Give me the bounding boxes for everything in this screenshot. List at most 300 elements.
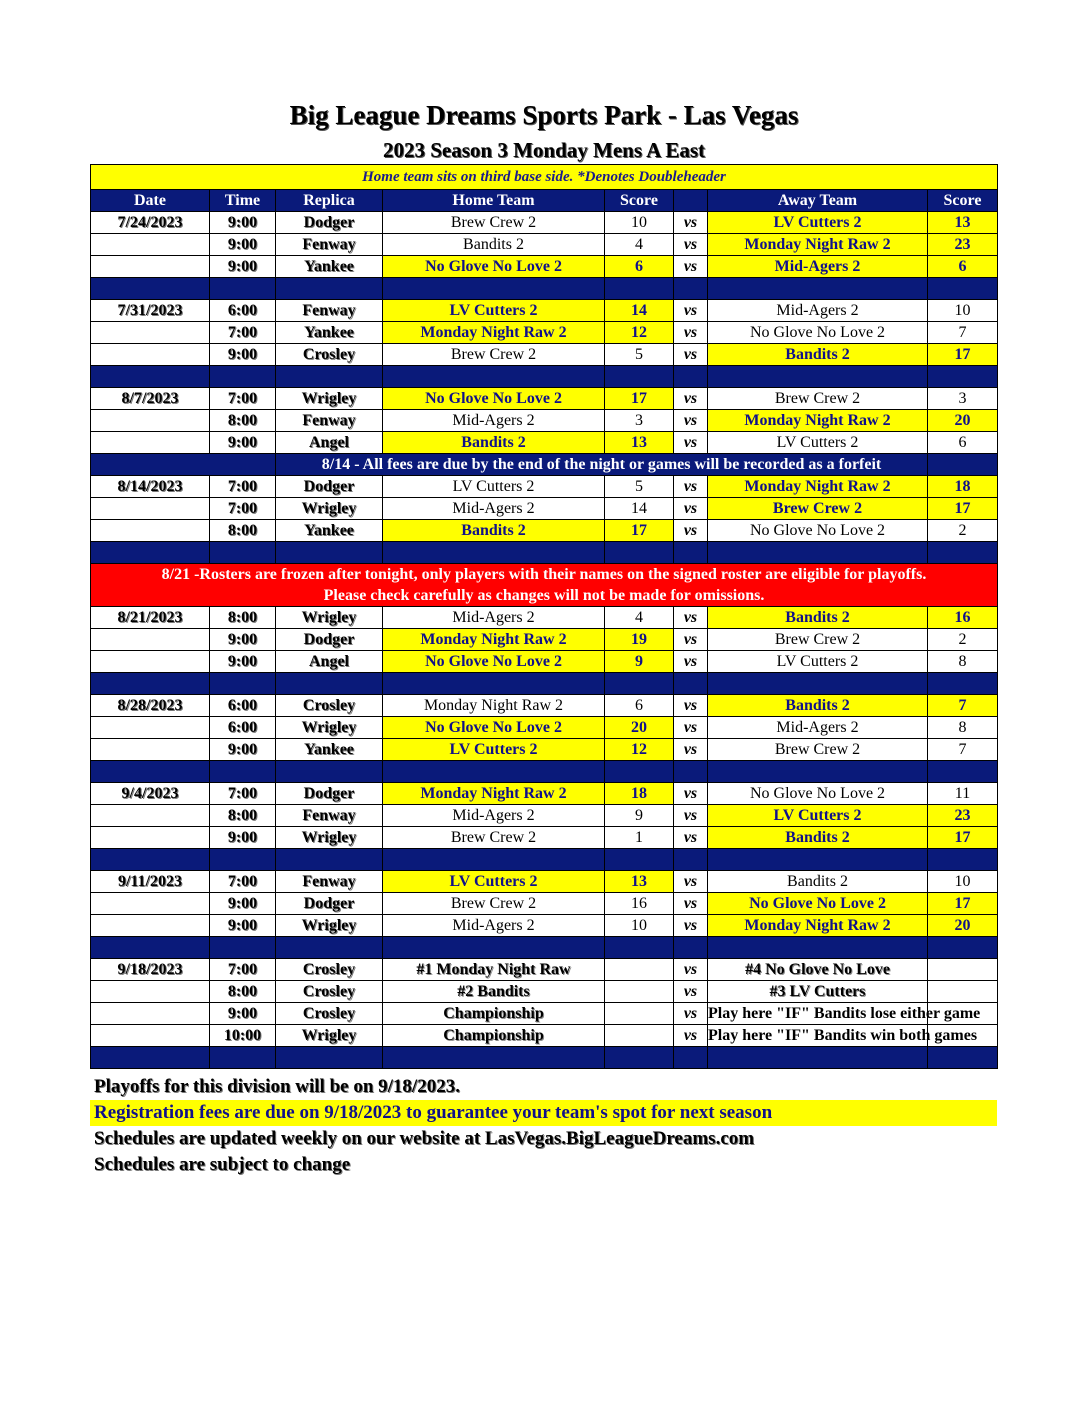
separator-cell [91,366,210,388]
field-replica: Wrigley [276,498,383,520]
vs-label: vs [674,739,708,761]
game-date [91,651,210,673]
home-score: 6 [605,695,674,717]
col-date: Date [91,190,210,212]
home-team: No Glove No Love 2 [383,388,605,410]
separator-row [91,673,998,695]
field-replica: Wrigley [276,717,383,739]
game-time: 7:00 [210,322,276,344]
away-team: LV Cutters 2 [708,212,928,234]
separator-cell [928,849,998,871]
game-date [91,234,210,256]
away-score: 7 [928,322,998,344]
game-date [91,629,210,651]
home-team: No Glove No Love 2 [383,256,605,278]
home-team: Brew Crew 2 [383,344,605,366]
away-team: Brew Crew 2 [708,629,928,651]
game-date [91,805,210,827]
game-row [91,629,998,651]
footer-playoffs: Playoffs for this division will be on 9/18/2023. [94,1076,460,1097]
separator-cell [383,1047,605,1069]
game-row [91,322,998,344]
game-time: 8:00 [210,607,276,629]
home-score: 12 [605,739,674,761]
away-team: No Glove No Love 2 [708,520,928,542]
away-team: Brew Crew 2 [708,498,928,520]
field-replica: Fenway [276,871,383,893]
home-score: 4 [605,607,674,629]
field-replica: Dodger [276,629,383,651]
separator-cell [383,366,605,388]
separator-cell [928,366,998,388]
away-team: Monday Night Raw 2 [708,410,928,432]
away-score: 11 [928,783,998,805]
home-team: No Glove No Love 2 [383,651,605,673]
game-row [91,432,998,454]
separator-row [91,849,998,871]
game-time: 7:00 [210,959,276,981]
separator-cell [928,542,998,564]
separator-cell [708,278,928,300]
separator-cell [674,366,708,388]
away-team: Monday Night Raw 2 [708,915,928,937]
vs-label: vs [674,322,708,344]
game-row [91,893,998,915]
field-replica: Fenway [276,410,383,432]
separator-cell [605,278,674,300]
vs-label: vs [674,300,708,322]
game-time: 7:00 [210,476,276,498]
vs-label: vs [674,1025,708,1047]
game-time: 9:00 [210,234,276,256]
away-score: 16 [928,607,998,629]
separator-cell [210,1047,276,1069]
home-team: Mid-Agers 2 [383,607,605,629]
separator-cell [674,673,708,695]
separator-cell [276,278,383,300]
home-score: 14 [605,300,674,322]
separator-cell [91,542,210,564]
separator-row [91,542,998,564]
home-score: 17 [605,520,674,542]
home-score: 10 [605,915,674,937]
separator-cell [91,1047,210,1069]
home-score: 5 [605,344,674,366]
game-date: 9/4/2023 [91,783,210,805]
away-team: Play here "IF" Bandits lose either game [708,1003,928,1025]
away-team: No Glove No Love 2 [708,322,928,344]
separator-cell [91,761,210,783]
field-replica: Crosley [276,695,383,717]
away-team: Mid-Agers 2 [708,717,928,739]
field-replica: Wrigley [276,827,383,849]
separator-cell [674,1047,708,1069]
game-time: 9:00 [210,344,276,366]
separator-cell [708,542,928,564]
home-team: LV Cutters 2 [383,300,605,322]
page-title: Big League Dreams Sports Park - Las Vegas [289,100,799,130]
away-score: 3 [928,388,998,410]
vs-label: vs [674,893,708,915]
field-replica: Fenway [276,805,383,827]
separator-cell [276,761,383,783]
away-score [928,959,998,981]
game-date [91,520,210,542]
field-replica: Dodger [276,212,383,234]
home-score: 19 [605,629,674,651]
game-row [91,212,998,234]
away-score: 7 [928,739,998,761]
vs-label: vs [674,805,708,827]
schedule-body [91,212,998,1069]
separator-cell [91,673,210,695]
game-time: 7:00 [210,871,276,893]
away-score: 17 [928,498,998,520]
vs-label: vs [674,432,708,454]
vs-label: vs [674,344,708,366]
home-score: 12 [605,322,674,344]
footer-website: Schedules are updated weekly on our website at LasVegas.BigLeagueDreams.com [94,1128,755,1149]
vs-label: vs [674,827,708,849]
vs-label: vs [674,607,708,629]
game-time: 8:00 [210,805,276,827]
separator-cell [708,1047,928,1069]
announcement-row [91,454,998,476]
game-row [91,827,998,849]
away-score: 13 [928,212,998,234]
home-team: Brew Crew 2 [383,893,605,915]
field-replica: Yankee [276,739,383,761]
home-score: 18 [605,783,674,805]
vs-label: vs [674,871,708,893]
home-team: Bandits 2 [383,520,605,542]
playoff-row [91,1003,998,1025]
separator-cell [276,1047,383,1069]
game-row [91,717,998,739]
game-row [91,607,998,629]
game-row [91,300,998,322]
game-date: 8/21/2023 [91,607,210,629]
home-score [605,959,674,981]
away-team: Bandits 2 [708,344,928,366]
vs-label: vs [674,410,708,432]
field-replica: Angel [276,432,383,454]
home-score: 13 [605,432,674,454]
away-score: 20 [928,915,998,937]
separator-cell [91,849,210,871]
game-row [91,520,998,542]
away-team: Bandits 2 [708,827,928,849]
home-team: Mid-Agers 2 [383,498,605,520]
away-score: 23 [928,234,998,256]
footer-disclaimer: Schedules are subject to change [94,1154,351,1175]
separator-cell [210,761,276,783]
separator-cell [708,937,928,959]
game-time: 6:00 [210,300,276,322]
away-team: Monday Night Raw 2 [708,234,928,256]
roster-notice [91,564,998,607]
game-row [91,256,998,278]
fees-announcement: 8/14 - All fees are due by the end of the night or games will be recorded as a forfeit [276,454,928,476]
roster-notice-row [91,564,998,607]
separator-cell [605,542,674,564]
game-time: 7:00 [210,388,276,410]
separator-cell [928,278,998,300]
vs-label: vs [674,476,708,498]
away-score: 17 [928,893,998,915]
vs-label: vs [674,651,708,673]
game-date [91,893,210,915]
col-home-score: Score [605,190,674,212]
home-score: 1 [605,827,674,849]
separator-cell [928,937,998,959]
home-score: 9 [605,805,674,827]
vs-label: vs [674,981,708,1003]
game-time: 9:00 [210,827,276,849]
col-away-team: Away Team [708,190,928,212]
home-score: 6 [605,256,674,278]
game-time: 8:00 [210,520,276,542]
away-team: LV Cutters 2 [708,805,928,827]
vs-label: vs [674,388,708,410]
separator-cell [91,278,210,300]
separator-cell [605,937,674,959]
home-team: Brew Crew 2 [383,212,605,234]
col-replica: Replica [276,190,383,212]
playoff-row [91,959,998,981]
game-row [91,871,998,893]
roster-notice-line2: Please check carefully as changes will not be made for omissions. [323,587,765,604]
away-score: 6 [928,432,998,454]
vs-label: vs [674,256,708,278]
game-row [91,915,998,937]
away-team: Mid-Agers 2 [708,256,928,278]
game-row [91,805,998,827]
home-team: Mid-Agers 2 [383,805,605,827]
away-team: Bandits 2 [708,607,928,629]
separator-cell [383,278,605,300]
separator-cell [674,937,708,959]
note-row [91,165,998,190]
field-replica: Yankee [276,256,383,278]
home-team: Monday Night Raw 2 [383,783,605,805]
vs-label: vs [674,959,708,981]
separator-row [91,761,998,783]
home-team: LV Cutters 2 [383,476,605,498]
game-row [91,651,998,673]
game-row [91,344,998,366]
game-row [91,783,998,805]
vs-label: vs [674,498,708,520]
game-date [91,717,210,739]
game-row [91,695,998,717]
game-time: 8:00 [210,410,276,432]
game-date [91,322,210,344]
separator-cell [674,761,708,783]
separator-cell [210,278,276,300]
game-date [91,344,210,366]
away-team: LV Cutters 2 [708,432,928,454]
field-replica: Wrigley [276,1025,383,1047]
field-replica: Dodger [276,476,383,498]
vs-label: vs [674,212,708,234]
home-score: 5 [605,476,674,498]
footer-registration: Registration fees are due on 9/18/2023 to guarantee your team's spot for next season [90,1100,997,1126]
home-score: 17 [605,388,674,410]
away-score [928,981,998,1003]
game-date [91,410,210,432]
home-team: Monday Night Raw 2 [383,322,605,344]
separator-cell [210,937,276,959]
game-row [91,476,998,498]
home-score: 13 [605,871,674,893]
separator-cell [383,673,605,695]
game-date: 8/28/2023 [91,695,210,717]
roster-notice-line1: 8/21 -Rosters are frozen after tonight, only players with their names on the signed roster are eligible for playoffs. [161,566,927,583]
game-date [91,981,210,1003]
vs-label: vs [674,783,708,805]
playoff-row [91,981,998,1003]
separator-cell [605,1047,674,1069]
vs-label: vs [674,1003,708,1025]
away-team: #4 No Glove No Love [708,959,928,981]
away-score: 10 [928,871,998,893]
game-time: 9:00 [210,629,276,651]
field-replica: Dodger [276,783,383,805]
separator-cell [605,673,674,695]
separator-cell [708,673,928,695]
home-team: Bandits 2 [383,234,605,256]
field-replica: Crosley [276,1003,383,1025]
vs-label: vs [674,717,708,739]
col-away-score: Score [928,190,998,212]
vs-label: vs [674,695,708,717]
separator-cell [276,673,383,695]
game-date [91,1003,210,1025]
field-replica: Fenway [276,234,383,256]
game-time: 9:00 [210,212,276,234]
vs-label: vs [674,234,708,256]
separator-cell [674,849,708,871]
separator-cell [276,937,383,959]
away-score: 23 [928,805,998,827]
home-team-note: Home team sits on third base side. *Denotes Doubleheader [91,165,998,190]
away-team: Monday Night Raw 2 [708,476,928,498]
home-score: 20 [605,717,674,739]
game-date [91,1025,210,1047]
separator-cell [605,366,674,388]
home-score: 14 [605,498,674,520]
field-replica: Dodger [276,893,383,915]
home-score [605,1025,674,1047]
away-team: #3 LV Cutters [708,981,928,1003]
field-replica: Wrigley [276,388,383,410]
playoff-row [91,1025,998,1047]
game-time: 10:00 [210,1025,276,1047]
away-score: 20 [928,410,998,432]
separator-cell [605,761,674,783]
col-home-team: Home Team [383,190,605,212]
separator-cell [210,849,276,871]
separator-cell [708,849,928,871]
separator-cell [928,673,998,695]
home-team: Mid-Agers 2 [383,915,605,937]
game-date: 8/7/2023 [91,388,210,410]
game-row [91,388,998,410]
field-replica: Crosley [276,959,383,981]
separator-cell [210,366,276,388]
game-date [91,739,210,761]
home-score: 9 [605,651,674,673]
game-time: 9:00 [210,651,276,673]
game-row [91,410,998,432]
separator-cell [708,366,928,388]
home-score [605,1003,674,1025]
separator-cell [276,849,383,871]
separator-cell [383,937,605,959]
game-date: 7/24/2023 [91,212,210,234]
game-time: 9:00 [210,1003,276,1025]
separator-cell [383,849,605,871]
home-score [605,981,674,1003]
field-replica: Fenway [276,300,383,322]
home-team: Bandits 2 [383,432,605,454]
separator-cell [91,937,210,959]
game-date [91,432,210,454]
home-score: 16 [605,893,674,915]
away-team: Play here "IF" Bandits win both games [708,1025,928,1047]
field-replica: Yankee [276,520,383,542]
away-score: 7 [928,695,998,717]
separator-cell [605,849,674,871]
separator-cell [210,673,276,695]
game-time: 9:00 [210,739,276,761]
separator-cell [276,542,383,564]
game-time: 8:00 [210,981,276,1003]
away-score: 2 [928,629,998,651]
separator-row [91,1047,998,1069]
separator-cell [276,366,383,388]
away-score: 2 [928,520,998,542]
home-team: Monday Night Raw 2 [383,629,605,651]
away-score: 8 [928,651,998,673]
field-replica: Crosley [276,344,383,366]
away-score: 6 [928,256,998,278]
separator-cell [383,542,605,564]
game-time: 9:00 [210,915,276,937]
away-team: Brew Crew 2 [708,388,928,410]
game-date: 9/18/2023 [91,959,210,981]
game-date [91,256,210,278]
home-team: #1 Monday Night Raw [383,959,605,981]
game-time: 7:00 [210,498,276,520]
field-replica: Wrigley [276,915,383,937]
separator-cell [674,278,708,300]
header-row [91,190,998,212]
home-score: 3 [605,410,674,432]
game-date: 9/11/2023 [91,871,210,893]
away-team: Bandits 2 [708,695,928,717]
away-score: 17 [928,344,998,366]
home-team: Championship [383,1025,605,1047]
game-time: 9:00 [210,432,276,454]
game-row [91,234,998,256]
away-score: 18 [928,476,998,498]
game-time: 6:00 [210,695,276,717]
announcement-spacer [91,454,276,476]
home-team: No Glove No Love 2 [383,717,605,739]
col-vs [674,190,708,212]
